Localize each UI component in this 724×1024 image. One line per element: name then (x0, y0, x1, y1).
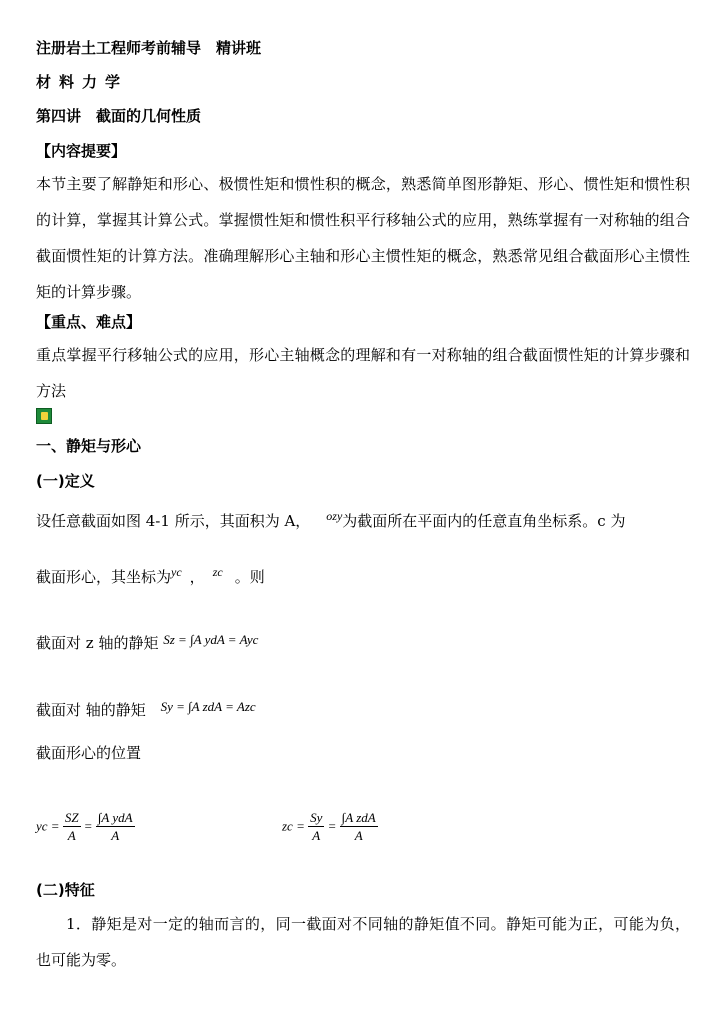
sz-row (36, 630, 258, 653)
definition-line-1 (36, 506, 625, 531)
subject-title: 材料力学 (36, 73, 129, 91)
section1-title: 一、静矩与形心 (36, 437, 142, 455)
note-icon[interactable] (36, 408, 52, 424)
zc-num-2: ∫A zdA (341, 810, 376, 825)
zc-frac-2 (340, 810, 378, 845)
yc-formula: yc = $\frac{SZ}{A}$ = $\frac{\text{∫A ydA}}{A}$ (36, 810, 133, 843)
sz-label: 截面对 z 轴的静矩 (36, 634, 159, 652)
sy-label: 截面对 轴的静矩 (36, 701, 146, 719)
section2-item-1: 1．静矩是对一定的轴而言的，同一截面对不同轴的静矩值不同。静矩可能为正，可能为负，也可能为零。 (36, 915, 690, 969)
summary-heading: 【内容提要】 (36, 142, 127, 160)
keypoints-text: 重点掌握平行移轴公式的应用，形心主轴概念的理解和有一对称轴的组合截面惯性矩的计算步骤和方法 (36, 346, 690, 400)
yc-lhs: yc = (36, 818, 60, 834)
definition-title: (一)定义 (36, 472, 95, 490)
comma: ， (189, 568, 205, 586)
keypoints-heading: 【重点、难点】 (36, 313, 142, 331)
definition-text-b: 为截面所在平面内的任意直角坐标系。c 为 (342, 512, 626, 530)
lecture-title: 第四讲 截面的几何性质 (36, 107, 202, 125)
axis-symbol: ozy (326, 509, 343, 523)
yc-symbol: yc (171, 565, 182, 579)
definition-text-c: 截面形心，其坐标为 (36, 568, 172, 586)
sy-formula: Sy = ∫A zdA = Azc (160, 699, 256, 714)
section2-title: (二)特征 (36, 881, 95, 899)
yc-frac-2 (96, 810, 135, 845)
zc-symbol: zc (212, 565, 223, 579)
sy-row (36, 697, 256, 720)
zc-frac-1 (308, 810, 324, 845)
definition-text-a: 设任意截面如图 4-1 所示，其面积为 A， (36, 512, 311, 530)
yc-num-1: SZ (64, 810, 79, 825)
zc-lhs: zc = (282, 818, 305, 834)
zc-den-1: A (312, 828, 321, 843)
zc-num-1: Sy (310, 810, 323, 825)
yc-num-2: ∫A ydA (97, 810, 133, 825)
zc-formula: zc = $\frac{Sy}{A}$ = $\frac{\text{∫A zdA}}{A}$ (282, 810, 376, 843)
sz-formula: Sz = ∫A ydA = Ayc (163, 632, 259, 647)
yc-den-2: A (111, 828, 120, 843)
yc-frac-1 (63, 810, 81, 845)
summary-text: 本节主要了解静矩和形心、极惯性矩和惯性积的概念，熟悉简单图形静矩、形心、惯性矩和惯性积的计算，掌握其计算公式。掌握惯性矩和惯性积平行移轴公式的应用，熟练掌握有一对称轴的组合截面惯性矩的计算方法。准确理解形心主轴和形心主惯性矩的概念，熟悉常见组合截面形心主惯性矩的计算步骤。 (36, 175, 690, 301)
zc-den-2: A (354, 828, 363, 843)
definition-line-2 (36, 562, 265, 587)
definition-text-d: 。则 (234, 568, 265, 586)
course-title: 注册岩土工程师考前辅导 精讲班 (36, 39, 262, 57)
centroid-label: 截面形心的位置 (36, 744, 142, 762)
yc-den-1: A (67, 828, 76, 843)
